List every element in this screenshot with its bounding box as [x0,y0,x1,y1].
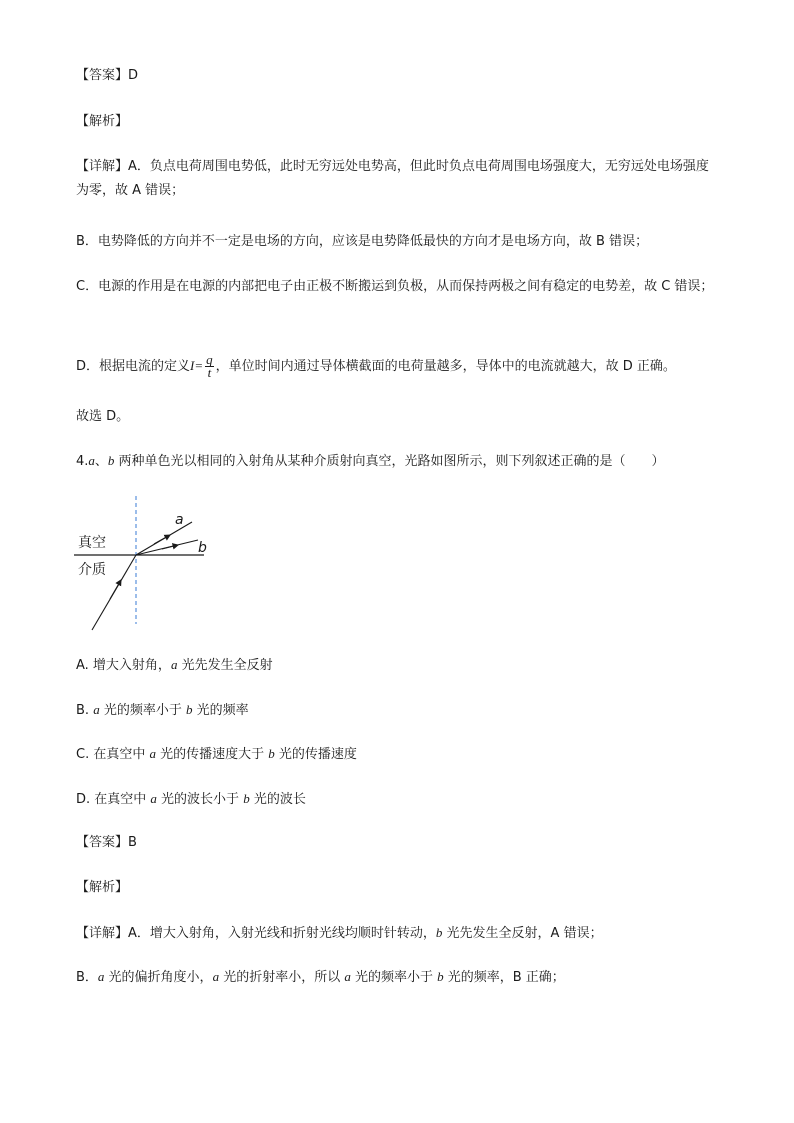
option-D-mid: 光的波长小于 [156,792,244,807]
formula-lhs: I= [190,358,204,373]
option-B-mid: 光的频率小于 [99,703,186,718]
stem-var-a: a [88,453,95,468]
detail-4-A-post: 光先发生全反射，A 错误； [442,926,603,941]
label-vacuum: 真空 [78,535,106,551]
light-path-figure [70,494,230,634]
ray-b-arrow [162,545,178,549]
label-a: a [175,512,184,528]
conclusion-text: 故选 D。 [76,409,130,424]
detail-4-B-var4: b [437,969,444,984]
detail-4-A [76,924,603,943]
analysis-label-4: 【解析】 [76,880,129,895]
option-C-pre: C. 在真空中 [76,747,150,762]
detail-4-B [76,968,565,987]
detail-label-4: 【详解】 [76,926,129,941]
answer-value-4: B [128,835,137,850]
ray-a-arrow [154,535,170,544]
option-A [76,656,273,675]
detail-D-suffix: ，单位时间内通过导体横截面的电荷量越多，导体中的电流就越大，故 D 正确。 [215,359,676,374]
option-D-var: a [150,791,157,806]
option-C [76,745,357,764]
option-B [76,701,249,720]
option-D-var2: b [243,791,250,806]
detail-4-B-t4: 光的频率，B 正确； [443,970,565,985]
detail-4-B-t1: 光的偏折角度小， [104,970,213,985]
detail-D-prefix: D．根据电流的定义 [76,359,191,374]
option-B-var: a [93,702,100,717]
option-D-post: 光的波长 [249,792,306,807]
formula-fraction [205,354,214,379]
formula-denominator: t [207,365,212,380]
detail-D-paragraph [76,354,676,379]
option-B-pre: B. [76,703,94,718]
answer-label: 【答案】 [76,68,129,83]
detail-C-text: C．电源的作用是在电源的内部把电子由正极不断搬运到负极，从而保持两极之间有稳定的电势差，故 C 错误； [76,279,714,294]
option-B-var2: b [185,702,193,717]
detail-4-B-t2: 光的折射率小，所以 [219,970,345,985]
detail-4-B-var3: a [344,969,351,984]
analysis-label: 【解析】 [76,114,129,129]
option-A-var: a [170,657,178,672]
detail-4-B-var1: a [97,969,105,984]
answer-value: D [128,68,139,83]
incident-arrow [110,580,121,599]
detail-label: 【详解】 [76,159,129,174]
option-C-mid: 光的传播速度大于 [155,747,269,762]
answer-line [76,67,138,85]
formula-numerator: q [206,352,213,367]
label-medium: 介质 [78,562,106,578]
stem-text: 两种单色光以相同的入射角从某种介质射向真空，光路如图所示，则下列叙述正确的是（ ） [114,454,665,469]
question-4-stem [76,452,665,471]
detail-4-B-t3: 光的频率小于 [350,970,438,985]
question-number: 4. [76,454,89,469]
detail-A-paragraph [76,155,716,203]
option-B-post: 光的频率 [192,703,249,718]
option-D-pre: D. 在真空中 [76,792,151,807]
stem-var-b: b [107,453,115,468]
option-C-post: 光的传播速度 [274,747,357,762]
option-D [76,790,306,809]
option-A-post: 光先发生全反射 [177,658,273,673]
option-C-var: a [149,746,156,761]
detail-4-B-var2: a [212,969,220,984]
detail-4-B-pre: B． [76,970,98,985]
stem-sep: 、 [94,454,108,469]
answer-label-4: 【答案】 [76,835,129,850]
detail-4-A-var: b [435,925,443,940]
detail-B-text: B．电势降低的方向并不一定是电场的方向，应该是电势降低最快的方向才是电场方向，故 B 错误； [76,234,649,249]
detail-4-A-pre: A．增大入射角，入射光线和折射光线均顺时针转动， [128,926,436,941]
option-C-var2: b [268,746,275,761]
label-b: b [198,540,207,556]
answer-line-4 [76,834,137,852]
option-A-pre: A. 增大入射角， [76,658,171,673]
detail-A-text: A．负点电荷周围电势低，此时无穷远处电势高，但此时负点电荷周围电场强度大，无穷远处电场强度为零，故 A 错误； [76,159,709,198]
